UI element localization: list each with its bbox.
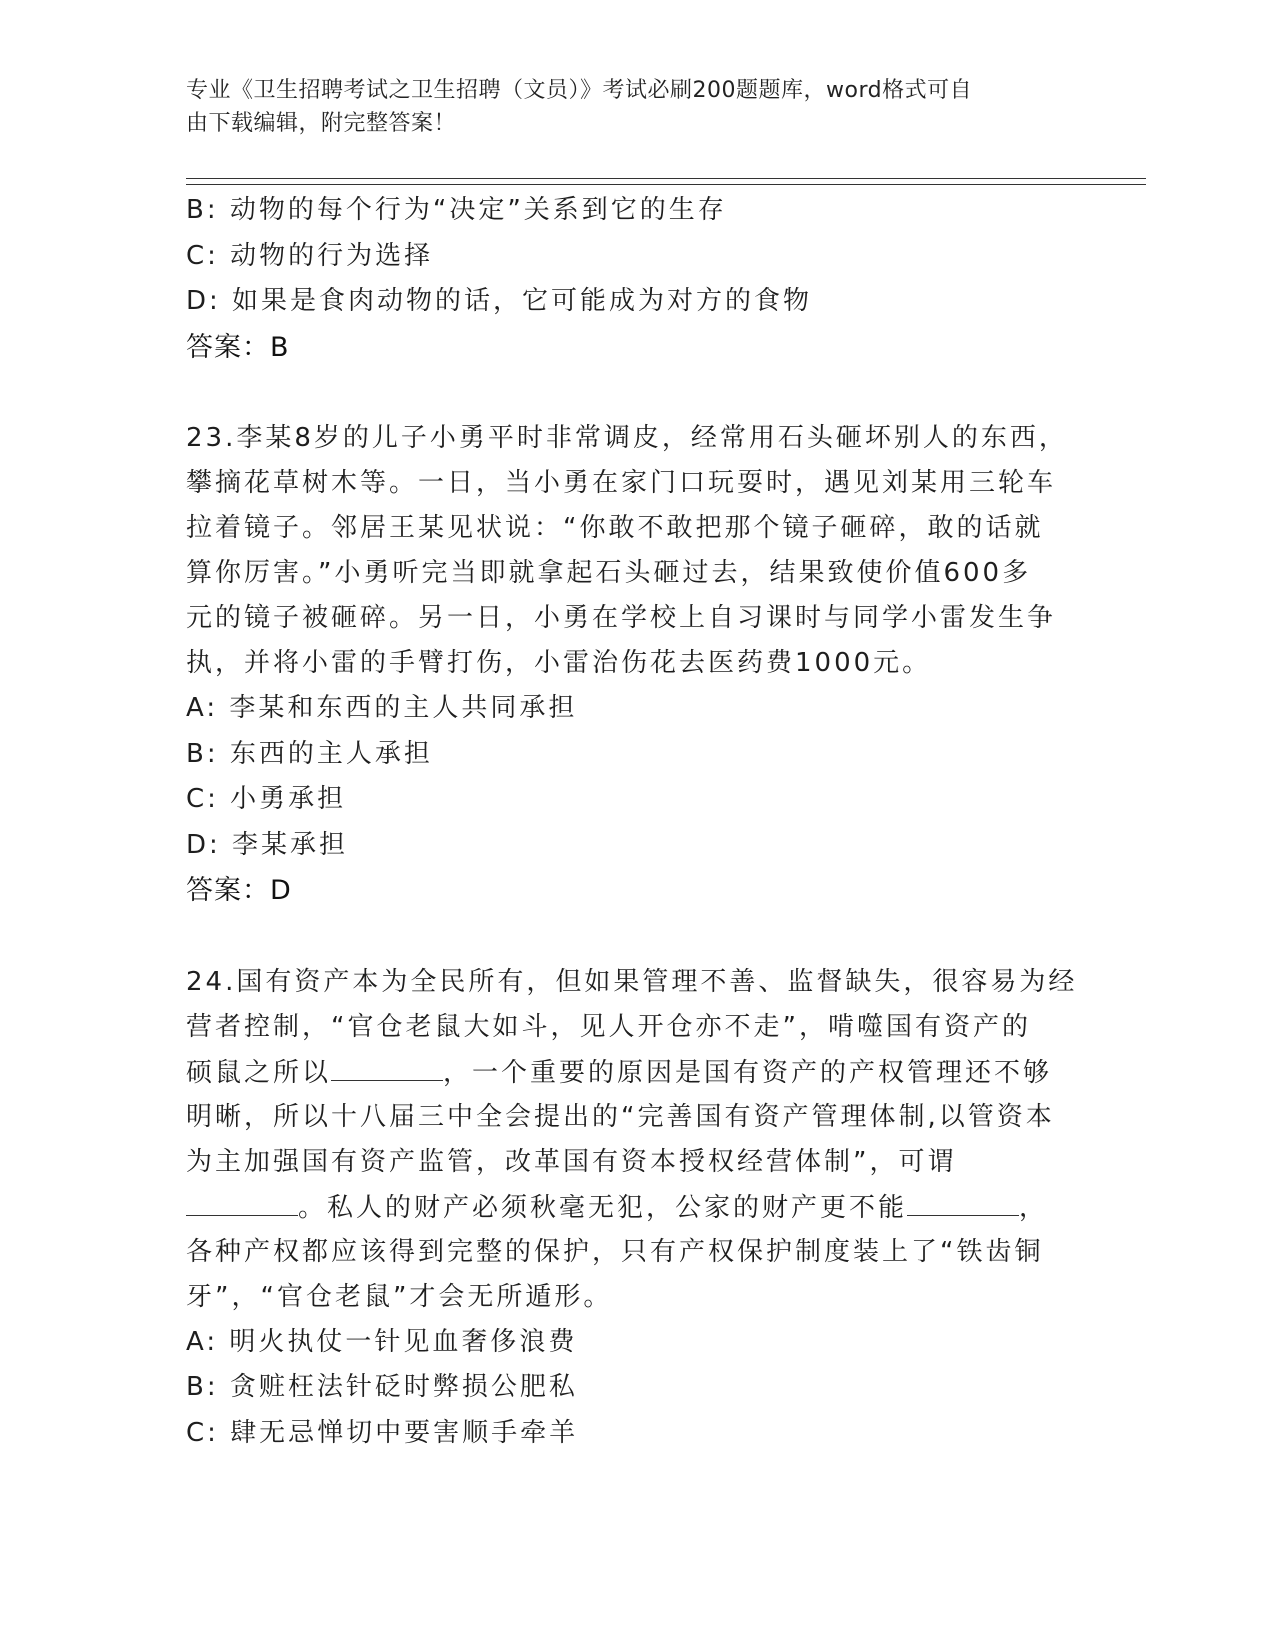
option-b: B: 东西的主人承担 [186, 738, 433, 769]
stem-text: 硕鼠之所以 [186, 1057, 332, 1088]
header-divider-top [186, 178, 1146, 179]
question-23 [186, 416, 1086, 914]
question-stem-line: 各种产权都应该得到完整的保护，只有产权保护制度装上了“铁齿铜 [186, 1236, 1044, 1267]
question-stem-line [186, 1050, 1086, 1095]
question-stem-line: 23.李某8岁的儿子小勇平时非常调皮，经常用石头砸坏别人的东西， [186, 423, 1068, 453]
stem-text: 。私人的财产必须秋毫无犯，公家的财产更不能 [298, 1192, 908, 1223]
question-24 [186, 960, 1086, 1457]
fill-blank-2 [186, 1185, 298, 1216]
option-b: B: 贪赃枉法针砭时弊损公肥私 [186, 1372, 578, 1402]
option-d: D: 李某承担 [186, 829, 349, 860]
question-stem-line: 明晰，所以十八届三中全会提出的“完善国有资产管理体制,以管资本 [186, 1101, 1055, 1132]
answer-line: 答案：B [186, 331, 290, 363]
option-b: B: 动物的每个行为“决定”关系到它的生存 [186, 195, 727, 225]
question-stem-line: 元的镜子被砸碎。另一日，小勇在学校上自习课时与同学小雷发生争 [186, 603, 1057, 633]
option-d: D: 如果是食肉动物的话，它可能成为对方的食物 [186, 286, 813, 316]
question-stem-line: 营者控制，“官仓老鼠大如斗，见人开仓亦不走”，啃噬国有资产的 [186, 1011, 1031, 1042]
question-content [186, 188, 1086, 1456]
option-c: C: 肆无忌惮切中要害顺手牵羊 [186, 1417, 579, 1448]
header-divider-bottom [186, 184, 1146, 185]
question-stem-line: 算你厉害。”小勇听完当即就拿起石头砸过去，结果致使价值600多 [186, 558, 1032, 588]
question-stem-line [186, 1185, 1086, 1230]
question-stem-line: 执，并将小雷的手臂打伤，小雷治伤花去医药费1000元。 [186, 648, 932, 678]
header-title-line-1: 专业《卫生招聘考试之卫生招聘（文员）》考试必刷200题题库，word格式可自 [186, 78, 973, 103]
option-c: C: 小勇承担 [186, 784, 347, 814]
question-stem-line: 牙”，“官仓老鼠”才会无所遁形。 [186, 1281, 613, 1312]
question-stem-line: 攀摘花草树木等。一日，当小勇在家门口玩耍时，遇见刘某用三轮车 [186, 468, 1057, 498]
option-a: A: 李某和东西的主人共同承担 [186, 693, 578, 723]
question-22-tail [186, 188, 1086, 370]
question-stem-line: 拉着镜子。邻居王某见状说：“你敢不敢把那个镜子砸碎，敢的话就 [186, 513, 1044, 543]
spacer [186, 914, 1086, 960]
question-stem-line: 24.国有资产本为全民所有，但如果管理不善、监督缺失，很容易为经 [186, 966, 1078, 997]
fill-blank-1 [331, 1050, 443, 1081]
fill-blank-3 [907, 1185, 1019, 1216]
question-stem-line: 为主加强国有资产监管，改革国有资本授权经营体制”，可谓 [186, 1146, 957, 1177]
option-a: A: 明火执仗一针见血奢侈浪费 [186, 1326, 578, 1357]
page-header [186, 74, 1066, 140]
option-c: C: 动物的行为选择 [186, 240, 434, 271]
stem-text: ， [1019, 1192, 1049, 1223]
header-title-line-2: 由下载编辑，附完整答案！ [186, 111, 457, 136]
spacer [186, 370, 1086, 416]
answer-line: 答案：D [186, 875, 292, 906]
stem-text: ，一个重要的原因是国有资产的产权管理还不够 [443, 1057, 1053, 1088]
